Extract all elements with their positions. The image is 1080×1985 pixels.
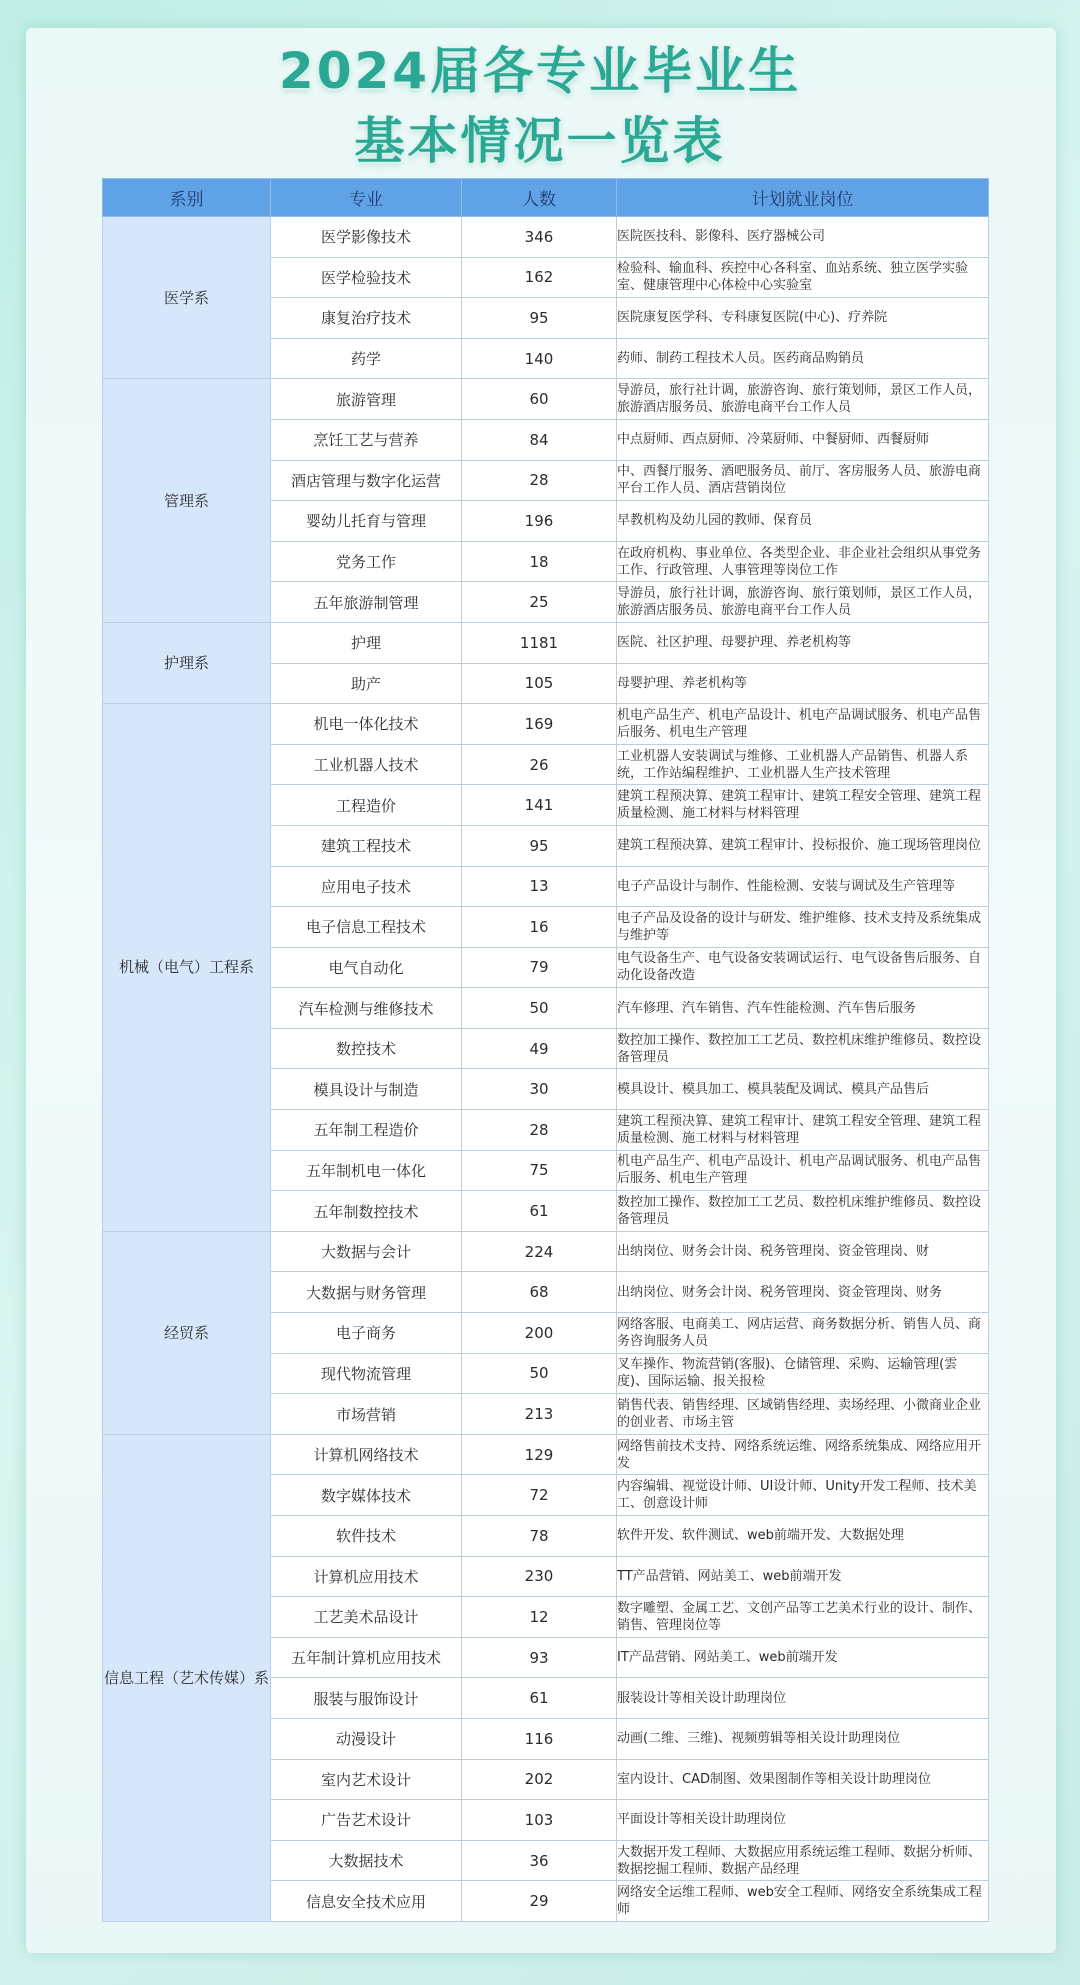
count-cell: 230 xyxy=(462,1556,617,1597)
jobs-cell: IT产品营销、网站美工、web前端开发 xyxy=(617,1637,989,1678)
count-cell: 61 xyxy=(462,1678,617,1719)
count-cell: 13 xyxy=(462,866,617,907)
count-cell: 18 xyxy=(462,541,617,582)
major-cell: 服装与服饰设计 xyxy=(271,1678,462,1719)
major-cell: 市场营销 xyxy=(271,1394,462,1435)
jobs-cell: 内容编辑、视觉设计师、UI设计师、Unity开发工程师、技术美工、创意设计师 xyxy=(617,1475,989,1516)
major-cell: 医学检验技术 xyxy=(271,257,462,298)
count-cell: 202 xyxy=(462,1759,617,1800)
jobs-cell: 导游员，旅行社计调，旅游咨询、旅行策划师，景区工作人员，旅游酒店服务员、旅游电商平台工作人员 xyxy=(617,379,989,420)
count-cell: 93 xyxy=(462,1637,617,1678)
count-cell: 12 xyxy=(462,1597,617,1638)
jobs-cell: 大数据开发工程师、大数据应用系统运维工程师、数据分析师、数据挖掘工程师、数据产品经理 xyxy=(617,1840,989,1881)
department-cell: 信息工程（艺术传媒）系 xyxy=(103,1434,271,1921)
table-row xyxy=(103,1434,989,1475)
major-cell: 五年制计算机应用技术 xyxy=(271,1637,462,1678)
jobs-cell: 模具设计、模具加工、模具装配及调试、模具产品售后 xyxy=(617,1069,989,1110)
jobs-cell: 软件开发、软件测试、web前端开发、大数据处理 xyxy=(617,1516,989,1557)
count-cell: 95 xyxy=(462,825,617,866)
jobs-cell: 网络客服、电商美工、网店运营、商务数据分析、销售人员、商务咨询服务人员 xyxy=(617,1313,989,1354)
jobs-cell: 数控加工操作、数控加工工艺员、数控机床维护维修员、数控设备管理员 xyxy=(617,1028,989,1069)
count-cell: 129 xyxy=(462,1434,617,1475)
jobs-cell: 服装设计等相关设计助理岗位 xyxy=(617,1678,989,1719)
major-cell: 数控技术 xyxy=(271,1028,462,1069)
table-header-row xyxy=(103,179,989,217)
count-cell: 26 xyxy=(462,744,617,785)
major-cell: 数字媒体技术 xyxy=(271,1475,462,1516)
count-cell: 84 xyxy=(462,419,617,460)
jobs-cell: 导游员，旅行社计调，旅游咨询、旅行策划师，景区工作人员，旅游酒店服务员、旅游电商平台工作人员 xyxy=(617,582,989,623)
table-row xyxy=(103,217,989,258)
count-cell: 162 xyxy=(462,257,617,298)
major-cell: 药学 xyxy=(271,338,462,379)
major-cell: 护理 xyxy=(271,622,462,663)
jobs-cell: 网络安全运维工程师、web安全工程师、网络安全系统集成工程师 xyxy=(617,1881,989,1922)
major-cell: 大数据技术 xyxy=(271,1840,462,1881)
count-cell: 141 xyxy=(462,785,617,826)
jobs-cell: 电子产品及设备的设计与研发、维护维修、技术支持及系统集成与维护等 xyxy=(617,907,989,948)
major-cell: 电气自动化 xyxy=(271,947,462,988)
major-cell: 室内艺术设计 xyxy=(271,1759,462,1800)
header-jobs: 计划就业岗位 xyxy=(617,179,989,217)
major-cell: 现代物流管理 xyxy=(271,1353,462,1394)
major-cell: 医学影像技术 xyxy=(271,217,462,258)
header-count: 人数 xyxy=(462,179,617,217)
major-cell: 计算机应用技术 xyxy=(271,1556,462,1597)
count-cell: 116 xyxy=(462,1718,617,1759)
count-cell: 28 xyxy=(462,1110,617,1151)
jobs-cell: 医院、社区护理、母婴护理、养老机构等 xyxy=(617,622,989,663)
jobs-cell: 出纳岗位、财务会计岗、税务管理岗、资金管理岗、财 xyxy=(617,1231,989,1272)
table-row xyxy=(103,1231,989,1272)
major-cell: 软件技术 xyxy=(271,1516,462,1557)
major-cell: 信息安全技术应用 xyxy=(271,1881,462,1922)
jobs-cell: 动画(二维、三维)、视频剪辑等相关设计助理岗位 xyxy=(617,1718,989,1759)
major-cell: 计算机网络技术 xyxy=(271,1434,462,1475)
jobs-cell: 数控加工操作、数控加工工艺员、数控机床维护维修员、数控设备管理员 xyxy=(617,1191,989,1232)
count-cell: 36 xyxy=(462,1840,617,1881)
count-cell: 200 xyxy=(462,1313,617,1354)
count-cell: 346 xyxy=(462,217,617,258)
count-cell: 25 xyxy=(462,582,617,623)
header-major: 专业 xyxy=(271,179,462,217)
count-cell: 72 xyxy=(462,1475,617,1516)
jobs-cell: 销售代表、销售经理、区域销售经理、卖场经理、小微商业企业的创业者、市场主管 xyxy=(617,1394,989,1435)
count-cell: 50 xyxy=(462,1353,617,1394)
count-cell: 30 xyxy=(462,1069,617,1110)
count-cell: 224 xyxy=(462,1231,617,1272)
count-cell: 213 xyxy=(462,1394,617,1435)
count-cell: 169 xyxy=(462,704,617,745)
count-cell: 95 xyxy=(462,298,617,339)
major-cell: 婴幼儿托育与管理 xyxy=(271,501,462,542)
count-cell: 50 xyxy=(462,988,617,1029)
jobs-cell: 平面设计等相关设计助理岗位 xyxy=(617,1800,989,1841)
jobs-cell: 在政府机构、事业单位、各类型企业、非企业社会组织从事党务工作、行政管理、人事管理等岗位工作 xyxy=(617,541,989,582)
jobs-cell: 早教机构及幼儿园的教师、保育员 xyxy=(617,501,989,542)
major-cell: 广告艺术设计 xyxy=(271,1800,462,1841)
major-cell: 旅游管理 xyxy=(271,379,462,420)
count-cell: 16 xyxy=(462,907,617,948)
department-cell: 机械（电气）工程系 xyxy=(103,704,271,1232)
count-cell: 75 xyxy=(462,1150,617,1191)
count-cell: 61 xyxy=(462,1191,617,1232)
major-cell: 党务工作 xyxy=(271,541,462,582)
major-cell: 模具设计与制造 xyxy=(271,1069,462,1110)
major-cell: 助产 xyxy=(271,663,462,704)
major-cell: 康复治疗技术 xyxy=(271,298,462,339)
jobs-cell: 医院医技科、影像科、医疗器械公司 xyxy=(617,217,989,258)
major-cell: 烹饪工艺与营养 xyxy=(271,419,462,460)
count-cell: 28 xyxy=(462,460,617,501)
jobs-cell: 网络售前技术支持、网络系统运维、网络系统集成、网络应用开发 xyxy=(617,1434,989,1475)
department-cell: 经贸系 xyxy=(103,1231,271,1434)
jobs-cell: 叉车操作、物流营销(客服)、仓储管理、采购、运输管理(雲度)、国际运输、报关报检 xyxy=(617,1353,989,1394)
major-cell: 五年制机电一体化 xyxy=(271,1150,462,1191)
count-cell: 60 xyxy=(462,379,617,420)
count-cell: 49 xyxy=(462,1028,617,1069)
jobs-cell: 母婴护理、养老机构等 xyxy=(617,663,989,704)
major-cell: 五年制工程造价 xyxy=(271,1110,462,1151)
table-row xyxy=(103,704,989,745)
major-cell: 动漫设计 xyxy=(271,1718,462,1759)
table-row xyxy=(103,379,989,420)
count-cell: 105 xyxy=(462,663,617,704)
table-row xyxy=(103,622,989,663)
jobs-cell: 建筑工程预决算、建筑工程审计、投标报价、施工现场管理岗位 xyxy=(617,825,989,866)
jobs-cell: 医院康复医学科、专科康复医院(中心)、疗养院 xyxy=(617,298,989,339)
jobs-cell: 出纳岗位、财务会计岗、税务管理岗、资金管理岗、财务 xyxy=(617,1272,989,1313)
jobs-cell: 电子产品设计与制作、性能检测、安装与调试及生产管理等 xyxy=(617,866,989,907)
jobs-cell: 工业机器人安装调试与维修、工业机器人产品销售、机器人系统，工作站编程维护、工业机器人生产技术管理 xyxy=(617,744,989,785)
count-cell: 196 xyxy=(462,501,617,542)
major-cell: 工程造价 xyxy=(271,785,462,826)
jobs-cell: 建筑工程预决算、建筑工程审计、建筑工程安全管理、建筑工程质量检测、施工材料与材料管理 xyxy=(617,1110,989,1151)
count-cell: 1181 xyxy=(462,622,617,663)
jobs-cell: 药师、制药工程技术人员。医药商品购销员 xyxy=(617,338,989,379)
page-title-line1: 2024届各专业毕业生 xyxy=(278,42,802,100)
jobs-cell: 机电产品生产、机电产品设计、机电产品调试服务、机电产品售后服务、机电生产管理 xyxy=(617,1150,989,1191)
jobs-cell: TT产品营销、网站美工、web前端开发 xyxy=(617,1556,989,1597)
department-cell: 管理系 xyxy=(103,379,271,623)
jobs-cell: 中、西餐厅服务、酒吧服务员、前厅、客房服务人员、旅游电商平台工作人员、酒店营销岗位 xyxy=(617,460,989,501)
jobs-cell: 机电产品生产、机电产品设计、机电产品调试服务、机电产品售后服务、机电生产管理 xyxy=(617,704,989,745)
count-cell: 103 xyxy=(462,1800,617,1841)
department-cell: 医学系 xyxy=(103,217,271,379)
major-cell: 应用电子技术 xyxy=(271,866,462,907)
page-title-line2: 基本情况一览表 xyxy=(354,112,726,170)
major-cell: 工艺美术品设计 xyxy=(271,1597,462,1638)
jobs-cell: 汽车修理、汽车销售、汽车性能检测、汽车售后服务 xyxy=(617,988,989,1029)
major-cell: 建筑工程技术 xyxy=(271,825,462,866)
jobs-cell: 检验科、输血科、疾控中心各科室、血站系统、独立医学实验室、健康管理中心体检中心实验室 xyxy=(617,257,989,298)
jobs-cell: 室内设计、CAD制图、效果图制作等相关设计助理岗位 xyxy=(617,1759,989,1800)
jobs-cell: 电气设备生产、电气设备安装调试运行、电气设备售后服务、自动化设备改造 xyxy=(617,947,989,988)
graduates-table xyxy=(102,178,989,1922)
count-cell: 79 xyxy=(462,947,617,988)
major-cell: 电子商务 xyxy=(271,1313,462,1354)
jobs-cell: 建筑工程预决算、建筑工程审计、建筑工程安全管理、建筑工程质量检测、施工材料与材料管理 xyxy=(617,785,989,826)
major-cell: 机电一体化技术 xyxy=(271,704,462,745)
major-cell: 大数据与财务管理 xyxy=(271,1272,462,1313)
major-cell: 五年旅游制管理 xyxy=(271,582,462,623)
department-cell: 护理系 xyxy=(103,622,271,703)
table-body xyxy=(103,217,989,1922)
jobs-cell: 中点厨师、西点厨师、冷菜厨师、中餐厨师、西餐厨师 xyxy=(617,419,989,460)
count-cell: 140 xyxy=(462,338,617,379)
major-cell: 汽车检测与维修技术 xyxy=(271,988,462,1029)
count-cell: 68 xyxy=(462,1272,617,1313)
major-cell: 酒店管理与数字化运营 xyxy=(271,460,462,501)
header-department: 系别 xyxy=(103,179,271,217)
major-cell: 大数据与会计 xyxy=(271,1231,462,1272)
jobs-cell: 数字雕塑、金属工艺、文创产品等工艺美术行业的设计、制作、销售、管理岗位等 xyxy=(617,1597,989,1638)
major-cell: 电子信息工程技术 xyxy=(271,907,462,948)
count-cell: 78 xyxy=(462,1516,617,1557)
count-cell: 29 xyxy=(462,1881,617,1922)
major-cell: 五年制数控技术 xyxy=(271,1191,462,1232)
major-cell: 工业机器人技术 xyxy=(271,744,462,785)
